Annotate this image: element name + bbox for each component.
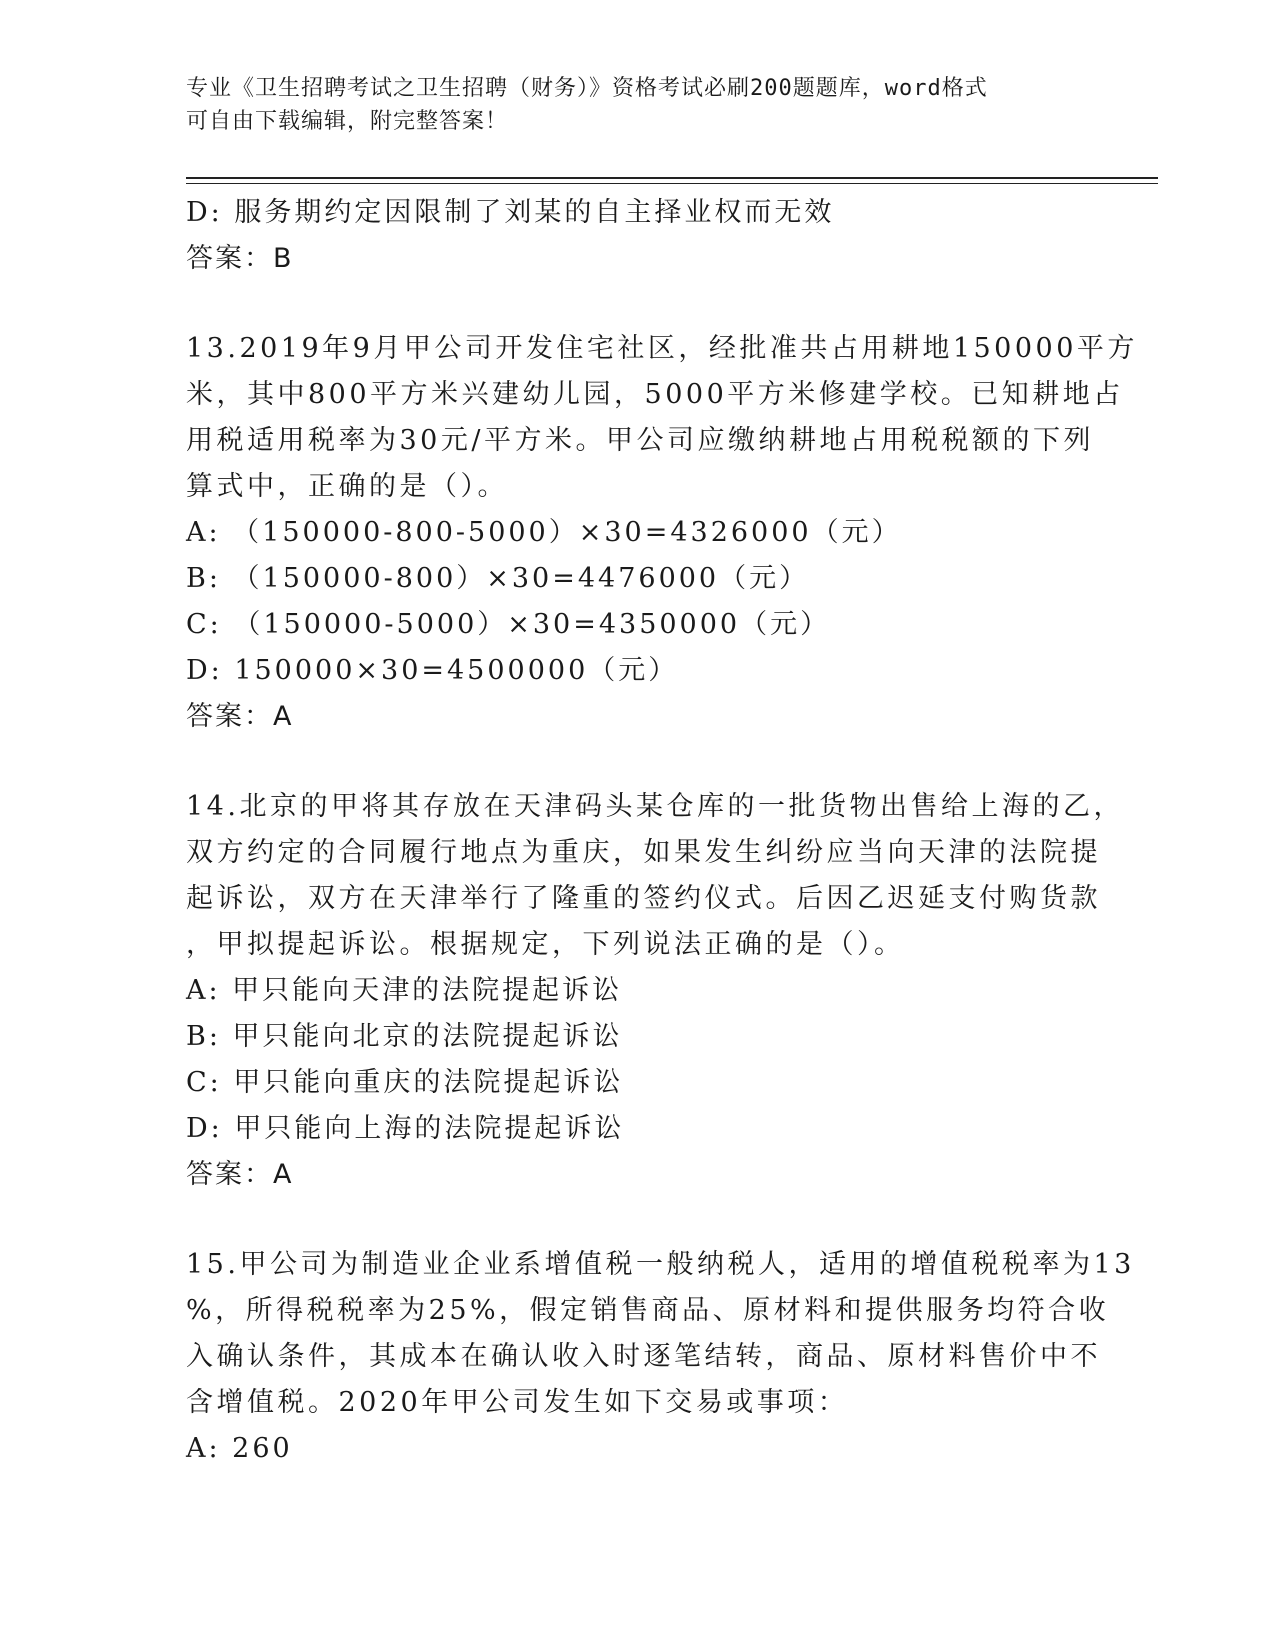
question-13 xyxy=(186,326,1138,740)
stem-line: ，甲拟提起诉讼。根据规定，下列说法正确的是（）。 xyxy=(186,929,905,960)
document-header xyxy=(186,72,1086,138)
option-c: C: 甲只能向重庆的法院提起诉讼 xyxy=(186,1067,624,1098)
question-stem xyxy=(186,1242,1135,1426)
question-stem xyxy=(186,326,1138,510)
option-b: B: （150000-800）×30=4476000（元） xyxy=(186,563,810,594)
answer-label: 答案：B xyxy=(186,243,294,274)
stem-line: 14.北京的甲将其存放在天津码头某仓库的一批货物出售给上海的乙， xyxy=(186,791,1124,822)
question-14 xyxy=(186,784,1124,1198)
stem-line: 双方约定的合同履行地点为重庆，如果发生纠纷应当向天津的法院提 xyxy=(186,837,1101,868)
answer-label: 答案：A xyxy=(186,1159,294,1190)
stem-line: %，所得税税率为25%，假定销售商品、原材料和提供服务均符合收 xyxy=(186,1295,1110,1326)
header-divider-thin xyxy=(186,183,1158,184)
question-15 xyxy=(186,1242,1135,1472)
stem-line: 用税适用税率为30元/平方米。甲公司应缴纳耕地占用税税额的下列 xyxy=(186,425,1094,456)
option-a: A: 260 xyxy=(186,1433,293,1464)
stem-line: 13.2019年9月甲公司开发住宅社区，经批准共占用耕地150000平方 xyxy=(186,333,1138,364)
previous-question-tail xyxy=(186,190,1096,282)
option-d: D: 150000×30=4500000（元） xyxy=(186,655,679,686)
question-content xyxy=(186,190,1138,1472)
option-a: A: 甲只能向天津的法院提起诉讼 xyxy=(186,975,623,1006)
option-d: D: 甲只能向上海的法院提起诉讼 xyxy=(186,1113,625,1144)
stem-line: 15.甲公司为制造业企业系增值税一般纳税人，适用的增值税税率为13 xyxy=(186,1249,1135,1280)
stem-line: 米，其中800平方米兴建幼儿园，5000平方米修建学校。已知耕地占 xyxy=(186,379,1124,410)
header-line-2: 可自由下载编辑，附完整答案！ xyxy=(186,109,509,134)
header-divider xyxy=(186,177,1158,179)
stem-line: 含增值税。2020年甲公司发生如下交易或事项： xyxy=(186,1387,849,1418)
stem-line: 起诉讼，双方在天津举行了隆重的签约仪式。后因乙迟延支付购货款 xyxy=(186,883,1101,914)
option-a: A: （150000-800-5000）×30=4326000（元） xyxy=(186,517,902,548)
stem-line: 算式中，正确的是（）。 xyxy=(186,471,508,502)
option-c: C: （150000-5000）×30=4350000（元） xyxy=(186,609,831,640)
question-stem xyxy=(186,784,1124,968)
header-line-1: 专业《卫生招聘考试之卫生招聘（财务）》资格考试必刷200题题库，word格式 xyxy=(186,76,988,101)
option-d: D: 服务期约定因限制了刘某的自主择业权而无效 xyxy=(186,197,835,228)
stem-line: 入确认条件，其成本在确认收入时逐笔结转，商品、原材料售价中不 xyxy=(186,1341,1101,1372)
option-b: B: 甲只能向北京的法院提起诉讼 xyxy=(186,1021,623,1052)
answer-label: 答案：A xyxy=(186,701,294,732)
